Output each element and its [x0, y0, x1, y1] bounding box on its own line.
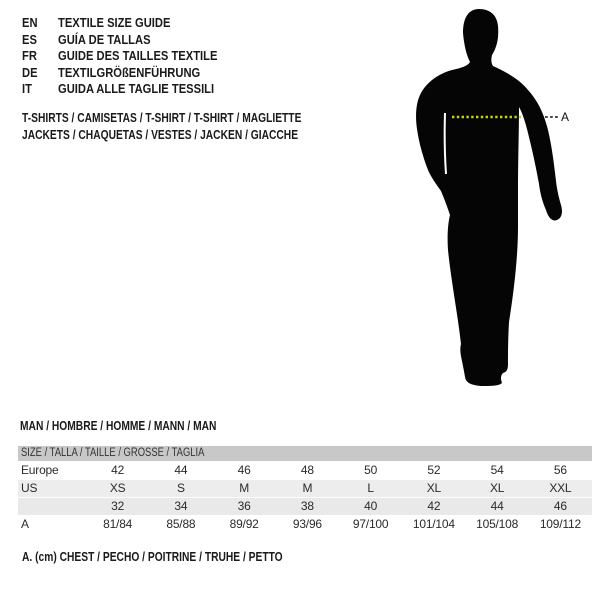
- size-cell: L: [367, 481, 374, 495]
- language-row-de: [22, 65, 243, 82]
- size-cell: S: [176, 481, 185, 495]
- language-title: TEXTILGRÖßENFÜHRUNG: [58, 64, 201, 80]
- language-code: IT: [22, 81, 32, 97]
- size-cell: 40: [364, 499, 378, 513]
- size-table: [18, 446, 592, 533]
- size-cell: 44: [174, 463, 188, 477]
- table-row-a-chest: [18, 515, 592, 533]
- figure-illustration: [400, 0, 600, 400]
- size-cell: 48: [300, 463, 314, 477]
- size-cell: 93/96: [292, 517, 322, 531]
- size-cell: 101/104: [412, 517, 455, 531]
- size-cell: 89/92: [229, 517, 259, 531]
- size-cell: 34: [174, 499, 188, 513]
- size-cell: M: [302, 481, 313, 495]
- measurement-footnote: A. (cm) CHEST / PECHO / POITRINE / TRUHE / PETTO: [22, 550, 283, 564]
- size-cell: 36: [237, 499, 251, 513]
- size-cell: 52: [427, 463, 441, 477]
- section-title-man: MAN / HOMBRE / HOMME / MANN / MAN: [20, 419, 217, 433]
- language-list: [22, 15, 243, 98]
- size-cell: XS: [109, 481, 126, 495]
- size-cell: 42: [427, 499, 441, 513]
- language-code: DE: [22, 64, 38, 80]
- table-row-europe: [18, 461, 592, 479]
- category-tshirts: T-SHIRTS / CAMISETAS / T-SHIRT / T-SHIRT / MAGLIETTE: [22, 111, 302, 125]
- language-code: ES: [22, 31, 37, 47]
- language-code: EN: [22, 15, 38, 30]
- size-cell: M: [239, 481, 250, 495]
- size-cell: 85/88: [166, 517, 196, 531]
- man-silhouette-shape: [416, 9, 562, 386]
- size-cell: 50: [364, 463, 378, 477]
- language-row-fr: [22, 48, 243, 65]
- measure-label-a: A: [561, 110, 570, 124]
- language-row-es: [22, 32, 243, 49]
- size-cell: 81/84: [103, 517, 133, 531]
- row-label: US: [21, 481, 38, 495]
- language-row-en: [22, 15, 243, 32]
- category-list: [22, 110, 363, 144]
- table-row-us: [18, 479, 592, 497]
- language-title: GUIDE DES TAILLES TEXTILE: [58, 48, 218, 64]
- size-cell: 109/112: [539, 517, 581, 531]
- size-cell: 54: [490, 463, 504, 477]
- standing-man-silhouette-icon: [400, 0, 600, 400]
- size-table-header: SIZE / TALLA / TAILLE / GRÖSSE / TAGLIA: [18, 446, 592, 461]
- language-row-it: [22, 81, 243, 98]
- language-code: FR: [22, 48, 37, 64]
- size-cell: 42: [111, 463, 125, 477]
- size-cell: XL: [489, 481, 505, 495]
- category-jackets: JACKETS / CHAQUETAS / VESTES / JACKEN / GIACCHE: [22, 128, 299, 142]
- size-cell: XL: [426, 481, 442, 495]
- size-cell: 97/100: [352, 517, 389, 531]
- size-cell: 32: [111, 499, 125, 513]
- row-label: A: [21, 517, 29, 531]
- language-title: GUIDA ALLE TAGLIE TESSILI: [58, 81, 215, 97]
- language-title: GUÍA DE TALLAS: [58, 31, 151, 47]
- row-label: [18, 498, 86, 515]
- row-label: Europe: [21, 463, 59, 477]
- size-cell: 56: [553, 463, 567, 477]
- size-cell: XXL: [549, 481, 572, 495]
- size-cell: 105/108: [476, 517, 519, 531]
- size-cell: 46: [237, 463, 251, 477]
- table-row-uk: [18, 497, 592, 515]
- size-cell: 44: [490, 499, 504, 513]
- language-title: TEXTILE SIZE GUIDE: [58, 15, 171, 30]
- size-cell: 46: [553, 499, 567, 513]
- size-cell: 38: [300, 499, 314, 513]
